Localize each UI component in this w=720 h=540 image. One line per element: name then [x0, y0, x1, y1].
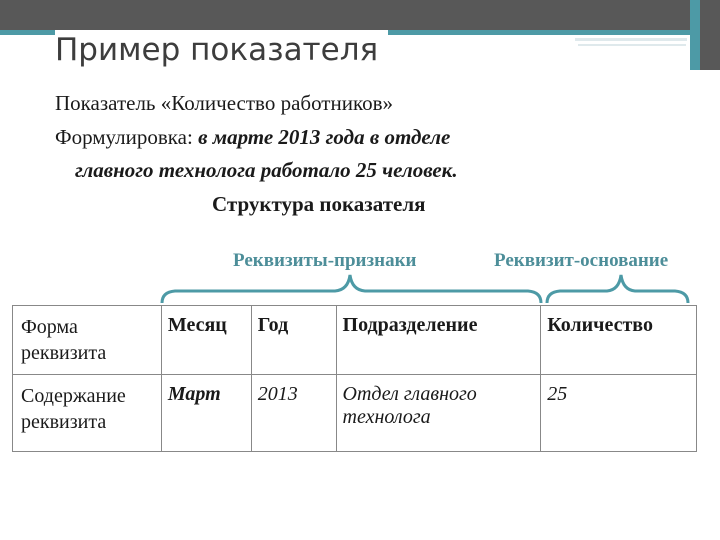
row-label: Содержание реквизита — [13, 375, 162, 452]
structure-table — [12, 305, 697, 452]
table-cell: Год — [251, 306, 336, 375]
table-row — [13, 375, 697, 452]
structure-heading: Структура показателя — [212, 192, 426, 216]
formulation-text-continued: главного технолога работало 25 человек. — [75, 158, 458, 182]
table-cell: Количество — [541, 306, 697, 375]
formulation-text: в марте 2013 года в отделе — [198, 125, 451, 149]
table-row — [13, 306, 697, 375]
indicator-prefix: Показатель — [55, 91, 161, 115]
indicator-name: «Количество работников» — [160, 91, 394, 115]
basis-brace — [547, 275, 688, 303]
basis-group-label: Реквизит-основание — [494, 250, 669, 271]
table-cell: Отдел главного технолога — [336, 375, 541, 452]
table-cell: Месяц — [161, 306, 251, 375]
formulation-label: Формулировка: — [55, 125, 199, 149]
table-cell: Март — [161, 375, 251, 452]
attributes-brace — [162, 275, 541, 303]
slide-title: Пример показателя — [55, 30, 388, 70]
table-cell: Подразделение — [336, 306, 541, 375]
attributes-group-label: Реквизиты-признаки — [233, 250, 417, 271]
row-label: Форма реквизита — [13, 306, 162, 375]
table-cell: 25 — [541, 375, 697, 452]
table-cell: 2013 — [251, 375, 336, 452]
